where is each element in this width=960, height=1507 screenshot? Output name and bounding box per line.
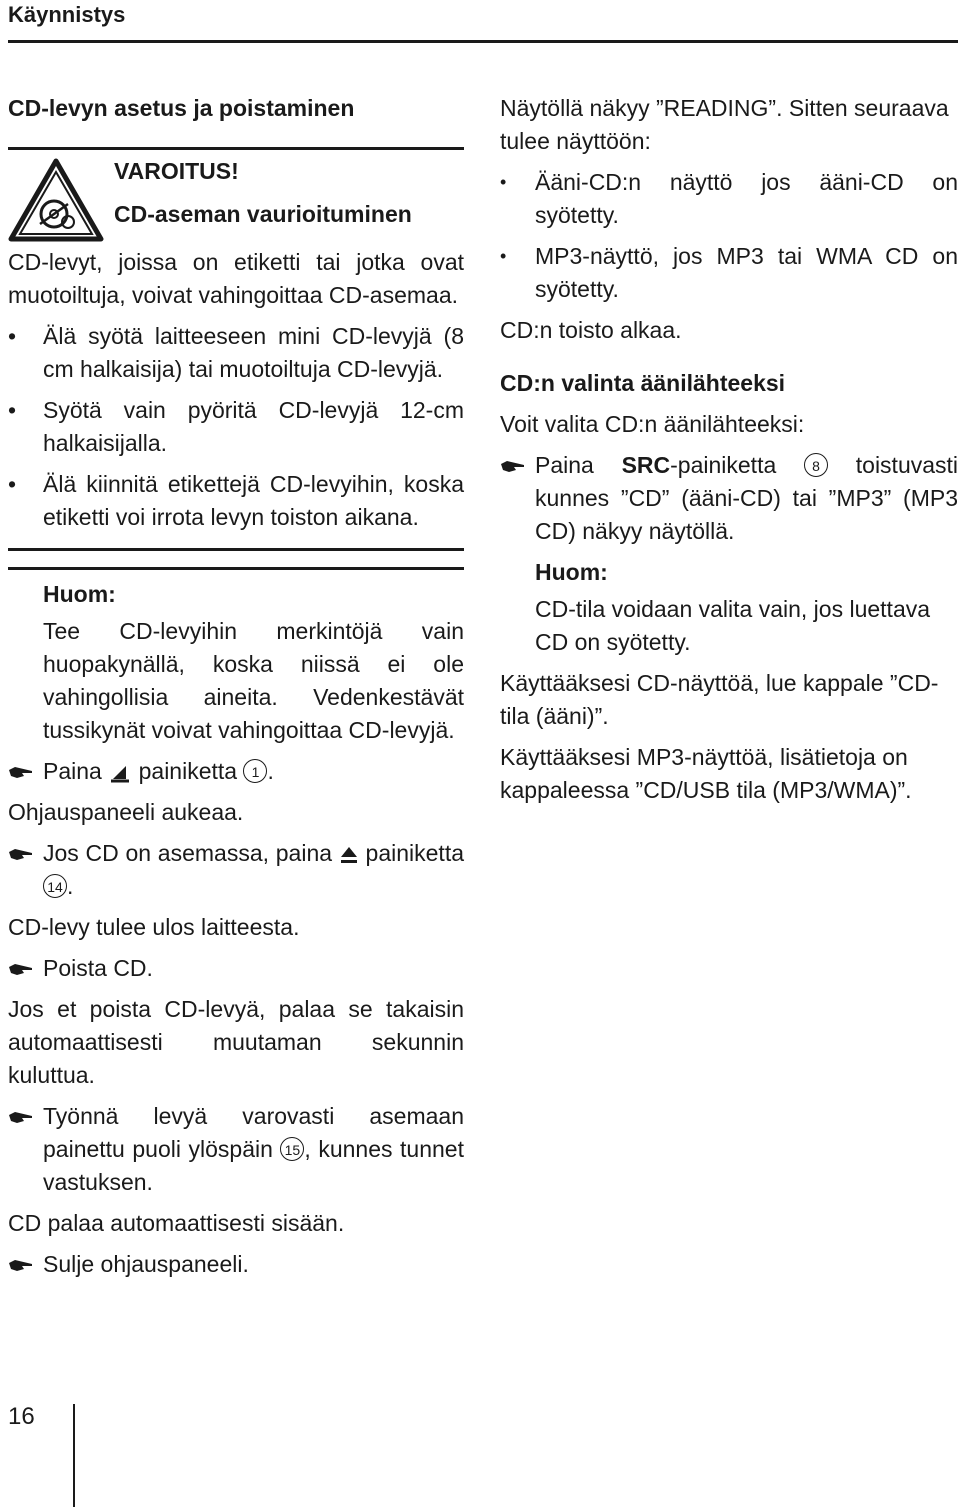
open-panel-icon	[108, 761, 132, 785]
reading-intro: Näytöllä näkyy ”READING”. Sitten seuraava tulee näyttöön:	[500, 95, 949, 154]
result-text: CD palaa automaattisesti sisään.	[8, 1210, 345, 1236]
step-text: Paina	[43, 758, 102, 784]
cross-reference-cd: Käyttääksesi CD-näyttöä, lue kappale ”CD-tila (ääni)”.	[500, 670, 939, 729]
warning-cd-icon	[8, 158, 104, 242]
warning-bullet-list	[8, 320, 464, 534]
step-text: .	[67, 873, 74, 899]
result-text: CD-levy tulee ulos laitteesta.	[8, 914, 300, 940]
step-text: Sulje ohjauspaneeli.	[43, 1251, 249, 1277]
eject-icon	[339, 844, 359, 866]
pointing-hand-icon	[8, 1256, 34, 1274]
warning-bullet	[8, 468, 464, 534]
cross-reference-mp3: Käyttääksesi MP3-näyttöä, lisätietoja on kappaleessa ”CD/USB tila (MP3/WMA)”.	[500, 744, 912, 803]
section-title-cd-insert: CD-levyn asetus ja poistaminen	[8, 95, 355, 121]
step-text: Paina	[535, 452, 594, 478]
step-text: .	[267, 758, 274, 784]
right-column	[500, 92, 958, 807]
warning-text: CD-levyt, joissa on etiketti tai jotka ovat muotoiltuja, voivat vahingoittaa CD-asemaa.	[8, 249, 464, 308]
result-text: Jos et poista CD-levyä, palaa se takaisin automaattisesti muutaman sekunnin kuluttua.	[8, 996, 464, 1088]
warning-header	[8, 150, 464, 246]
header-rule	[8, 40, 958, 43]
step-remove-cd	[8, 952, 464, 985]
note-text: Tee CD-levyihin merkintöjä vain huopakynällä, koska niissä ei ole vahingollisia aineita. Vedenkestävät tussikynät voivat vahingoittaa CD-levyjä.	[43, 618, 464, 743]
warning-bullet	[8, 394, 464, 460]
pointing-hand-icon	[8, 845, 34, 863]
bullet-dot: •	[8, 471, 17, 497]
note-block	[8, 578, 464, 747]
playback-result: CD:n toisto alkaa.	[500, 317, 682, 343]
warning-bullet	[8, 320, 464, 386]
page-header-title: Käynnistys	[8, 2, 126, 27]
src-button-label: SRC	[621, 452, 671, 478]
step-eject	[8, 837, 464, 903]
warning-label: VAROITUS!	[114, 158, 239, 184]
bullet-text: Älä syötä laitteeseen mini CD-levyjä (8 cm halkaisija) tai muotoiltuja CD-levyjä.	[43, 323, 464, 382]
bullet-dot: •	[8, 397, 17, 423]
pointing-hand-icon	[8, 763, 34, 781]
display-bullet	[500, 240, 958, 306]
pointing-hand-icon	[8, 1108, 34, 1126]
step-text: Työnnä levyä varovasti asemaan painettu puoli ylöspäin	[43, 1103, 464, 1162]
result-text: Ohjauspaneeli aukeaa.	[8, 799, 244, 825]
display-bullet-list	[500, 166, 958, 306]
step-insert-cd	[8, 1100, 464, 1199]
warning-title: CD-aseman vaurioituminen	[114, 201, 412, 227]
step-text: Poista CD.	[43, 955, 153, 981]
button-number-badge: 15	[280, 1137, 304, 1161]
bullet-text: Älä kiinnitä etikettejä CD-levyihin, koska etiketti voi irrota levyn toiston aikana.	[43, 471, 464, 530]
section-intro: Voit valita CD:n äänilähteeksi:	[500, 411, 805, 437]
bullet-text: Ääni-CD:n näyttö jos ääni-CD on syötetty.	[535, 169, 958, 228]
note-rule-2	[8, 567, 464, 570]
step-text: -painiketta	[670, 452, 777, 478]
pointing-hand-icon	[8, 960, 34, 978]
note-rule-1	[8, 548, 464, 551]
pointing-hand-icon	[500, 457, 526, 475]
bullet-dot: •	[500, 246, 507, 266]
step-text: painiketta	[365, 840, 465, 866]
section-title-cd-source: CD:n valinta äänilähteeksi	[500, 370, 786, 396]
display-bullet	[500, 166, 958, 232]
step-press-src	[500, 449, 958, 548]
bullet-dot: •	[500, 172, 507, 192]
left-column	[8, 92, 464, 1281]
step-text: painiketta	[138, 758, 238, 784]
page-number-divider	[73, 1404, 75, 1507]
bullet-text: MP3-näyttö, jos MP3 tai WMA CD on syötetty.	[535, 243, 958, 302]
step-text: , kunnes tunnet vastuksen.	[43, 1136, 464, 1195]
step-close-panel	[8, 1248, 464, 1281]
bullet-dot: •	[8, 323, 17, 349]
page-number: 16	[8, 1403, 35, 1430]
button-number-badge: 1	[243, 759, 267, 783]
button-number-badge: 8	[804, 453, 828, 477]
button-number-badge: 14	[43, 874, 67, 898]
step-text: toistuvasti kunnes ”CD” (ääni-CD) tai ”MP3” (MP3 CD) näkyy näytöllä.	[535, 452, 959, 544]
step-text: Jos CD on asemassa, paina	[43, 840, 333, 866]
note-title: Huom:	[43, 581, 116, 607]
bullet-text: Syötä vain pyöritä CD-levyjä 12-cm halkaisijalla.	[43, 397, 464, 456]
note-text: CD-tila voidaan valita vain, jos luettava CD on syötetty.	[535, 596, 931, 655]
note-title: Huom:	[535, 559, 608, 585]
note-block-right	[500, 556, 958, 659]
warning-heading	[114, 150, 412, 236]
step-open-panel	[8, 755, 464, 788]
